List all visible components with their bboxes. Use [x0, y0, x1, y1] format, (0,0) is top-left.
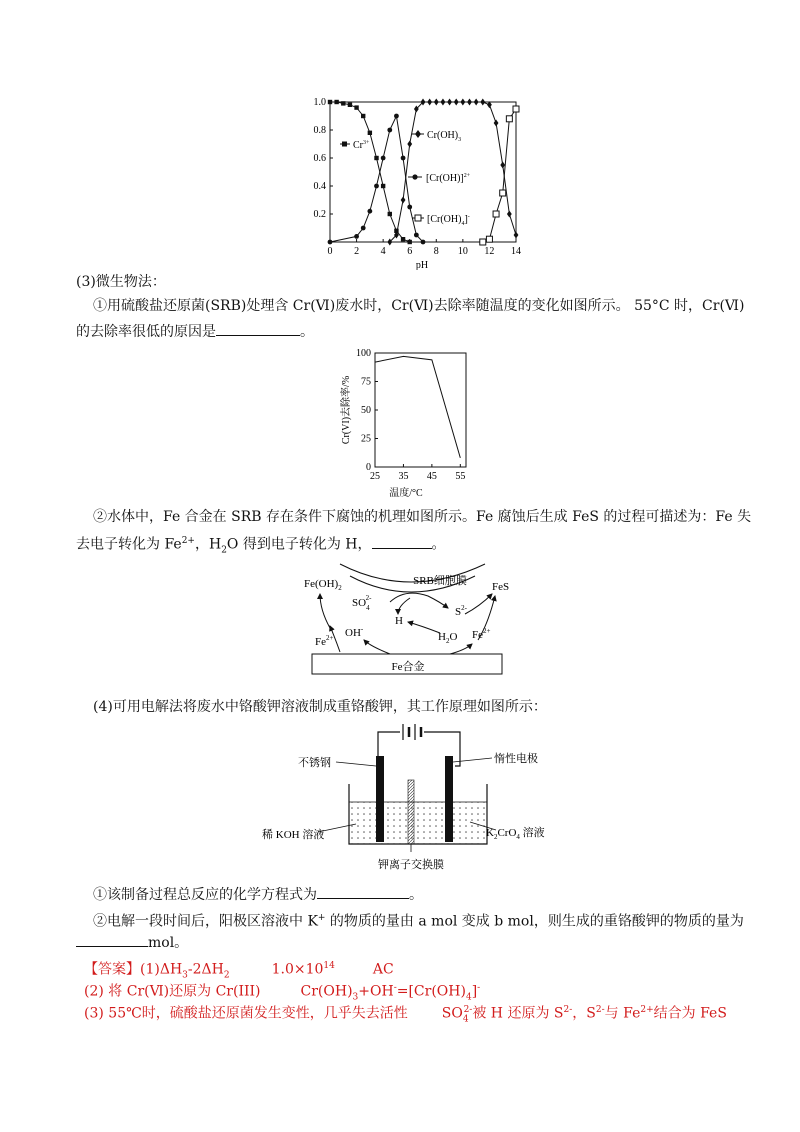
srb-label: SRB细胞膜	[413, 575, 467, 587]
data-point	[401, 197, 406, 204]
data-point	[407, 141, 412, 148]
legend-croh3: $Cr(OH)_3$	[427, 130, 462, 143]
data-point	[480, 99, 485, 106]
data-point	[401, 156, 406, 161]
data-point	[467, 99, 472, 106]
x-tick-label: 4	[380, 246, 386, 257]
data-point	[500, 162, 505, 169]
x-axis-label: pH	[415, 260, 429, 270]
q2-line2: 去电子转化为 $Fe^{2+}$，$H_2O$ 得到电子转化为 H， 。	[76, 531, 446, 560]
data-point	[354, 105, 358, 109]
ph-distribution-chart	[300, 92, 540, 270]
removal-rate-chart	[330, 345, 470, 500]
data-point	[513, 106, 519, 112]
answer-blank[interactable]	[317, 884, 409, 899]
fe2-left-label: $Fe^{2+}$	[315, 634, 334, 648]
data-point	[486, 236, 492, 242]
answer-blank[interactable]	[372, 534, 432, 549]
data-point	[421, 240, 426, 245]
legend-marker-cr3	[342, 142, 347, 147]
data-point	[341, 101, 345, 105]
legend-marker-croh2	[412, 174, 417, 179]
series-line	[483, 109, 516, 242]
y-tick-label: 75	[361, 376, 371, 388]
y-tick-label: 100	[356, 348, 371, 359]
data-point	[381, 184, 385, 188]
q2-line1: ②水体中，Fe 合金在 SRB 存在条件下腐蚀的机理如图所示。Fe 腐蚀后生成 FeS 的过程可描述为：Fe 失	[93, 509, 752, 525]
h2o-label: $H_2O$	[438, 631, 458, 645]
data-point	[500, 190, 506, 196]
y-tick-label: 0.4	[313, 181, 326, 192]
data-point	[328, 100, 332, 104]
data-point	[441, 99, 446, 106]
inert-label: 惰性电极	[494, 753, 538, 765]
membrane-label: 钾离子交换膜	[378, 859, 444, 871]
h-label: H	[395, 615, 403, 627]
y-axis-label: Cr(VI)去除率/%	[341, 375, 352, 445]
fe-alloy-label: Fe合金	[391, 661, 425, 673]
x-tick-label: 6	[407, 246, 413, 257]
q4-line3: mol。	[76, 932, 188, 953]
y-tick-label: 0.6	[313, 153, 326, 164]
data-point	[328, 240, 333, 245]
data-point	[374, 184, 379, 189]
data-point	[368, 131, 372, 135]
answer-line1: 【答案】$(1)\Delta H_3-2\Delta H_2$ $1.0\times 10^{14}$ AC	[84, 961, 394, 981]
answer-blank[interactable]	[216, 321, 300, 336]
data-point	[434, 99, 439, 106]
x-tick-label: 55	[455, 471, 466, 482]
legend-croh4: $[Cr(OH)_4]^-$	[427, 214, 470, 227]
inert-electrode	[445, 756, 453, 842]
data-point	[394, 114, 399, 119]
data-point	[447, 99, 452, 106]
x-tick-label: 45	[426, 471, 437, 482]
y-tick-label: 0	[366, 462, 371, 473]
x-tick-label: 10	[457, 246, 468, 257]
answer-line3: (3) 55℃时，硫酸盐还原菌发生变性，几乎失去活性 $SO_4^{2-}$被 H 还原为 $S^{2-}$，$S^{2-}$与 $Fe^{2+}$结合为 FeS	[84, 1005, 727, 1025]
x-tick-label: 0	[327, 246, 333, 257]
answer-line2: (2) 将 Cr(Ⅵ)还原为 Cr(III) $Cr(OH)_3+OH^-=[Cr(OH)_4]^-$	[84, 983, 481, 1003]
legend-croh2: $[Cr(OH)]^{2+}$	[426, 173, 471, 184]
koh-label: 稀 KOH 溶液	[262, 829, 325, 841]
ion-exchange-membrane	[408, 780, 414, 844]
data-point	[474, 99, 479, 106]
y-tick-label: 0.8	[313, 125, 326, 136]
steel-electrode	[376, 756, 384, 842]
data-point	[427, 99, 432, 106]
y-tick-label: 0.2	[313, 209, 326, 220]
x-axis-label: 温度/°C	[389, 488, 423, 499]
section3-heading: (3)微生物法：	[76, 274, 166, 290]
feoh2-label: $Fe(OH)_2$	[304, 578, 342, 592]
s2-label: $S^{2-}$	[455, 604, 467, 618]
plot-frame	[330, 102, 516, 242]
x-tick-label: 25	[370, 471, 380, 482]
plot-frame	[375, 353, 466, 467]
electrolysis-cell-diagram	[260, 722, 560, 874]
so4-label: $SO_42-$	[352, 594, 372, 612]
q1-line2: 的去除率很低的原因是 。	[76, 321, 314, 342]
data-point	[361, 114, 365, 118]
data-point	[354, 234, 359, 239]
data-point	[414, 233, 419, 238]
answer-blank[interactable]	[76, 932, 148, 947]
series-line	[330, 116, 423, 242]
data-point	[460, 99, 465, 106]
x-tick-label: 2	[354, 246, 360, 257]
x-tick-label: 14	[511, 246, 521, 257]
data-point	[407, 205, 412, 210]
data-point	[401, 237, 405, 241]
section4-heading: (4)可用电解法将废水中铬酸钾溶液制成重铬酸钾，其工作原理如图所示：	[93, 699, 547, 715]
data-point	[494, 120, 499, 127]
q1-line1: ①用硫酸盐还原菌(SRB)处理含 Cr(Ⅵ)废水时，Cr(Ⅵ)去除率随温度的变化如图所示。 55°C 时，Cr(Ⅵ)	[93, 298, 745, 314]
data-point	[480, 239, 486, 245]
k2cro4-label: $K_2CrO_4$ 溶液	[486, 827, 545, 841]
data-point	[334, 100, 338, 104]
data-point	[514, 232, 519, 239]
data-point	[361, 226, 366, 231]
y-tick-label: 25	[361, 433, 371, 445]
data-point	[381, 156, 386, 161]
q4-line1: ①该制备过程总反应的化学方程式为 。	[93, 884, 423, 905]
x-tick-label: 12	[484, 246, 495, 257]
q4-line2: ②电解一段时间后，阳极区溶液中 K+ 的物质的量由 a mol 变成 b mol，则生成的重铬酸钾的物质的量为	[93, 913, 744, 930]
data-point	[507, 211, 512, 218]
corrosion-mechanism-diagram	[300, 558, 520, 678]
x-tick-label: 8	[433, 246, 439, 257]
data-point	[367, 209, 372, 214]
legend-marker-croh3	[415, 130, 421, 138]
oh-label: OH-	[345, 625, 364, 639]
data-point	[387, 128, 392, 133]
y-tick-label: 1.0	[313, 97, 326, 108]
x-tick-label: 35	[398, 471, 409, 482]
y-tick-label: 50	[361, 405, 371, 416]
data-point	[408, 240, 412, 244]
data-point	[388, 212, 392, 216]
fe2-right-label: $Fe^{2+}$	[472, 627, 491, 641]
fes-label: FeS	[492, 581, 510, 593]
steel-label: 不锈钢	[298, 757, 331, 769]
data-point	[454, 99, 459, 106]
data-point	[348, 103, 352, 107]
data-point	[374, 156, 378, 160]
series-line	[375, 356, 460, 457]
legend-marker-croh4	[415, 215, 421, 221]
data-point	[493, 211, 499, 217]
data-point	[506, 116, 512, 122]
legend-cr3: $Cr^{3+}$	[353, 140, 370, 151]
